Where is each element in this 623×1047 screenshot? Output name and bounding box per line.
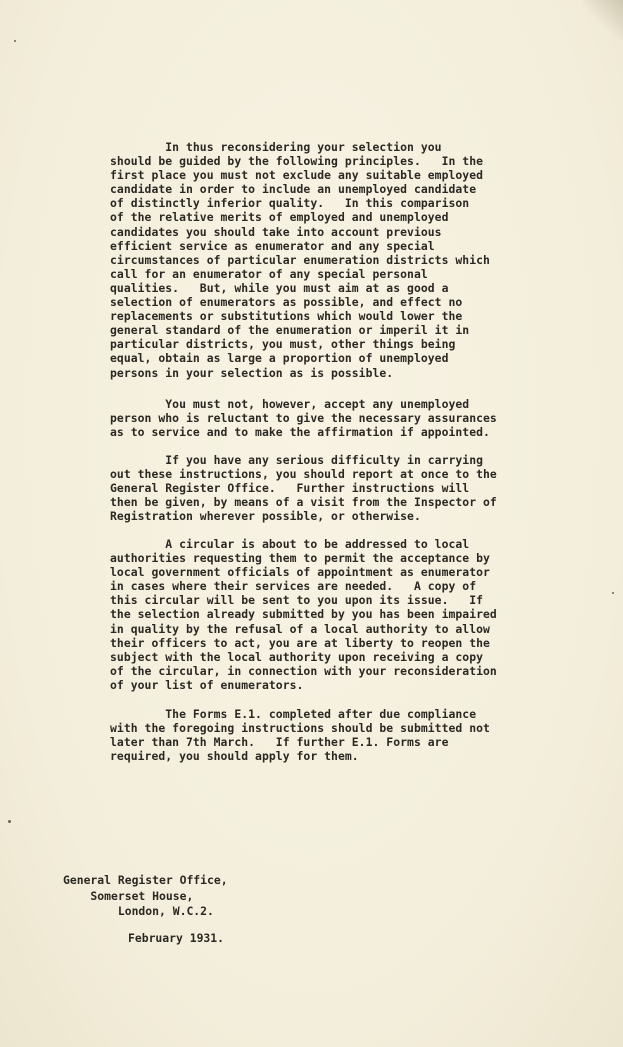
paragraph-serious-difficulty: If you have any serious difficulty in carrying out these instructions, you should report at once to the General Register Office. Further instructions will then be given, by means of a visit from the Inspector of Registration wherever possible, or otherwise. [110,453,497,524]
paper-speck [14,40,16,42]
paragraph-reluctant-persons: You must not, however, accept any unemployed person who is reluctant to give the necessary assurances as to service and to make the affirmation if appointed. [110,397,497,440]
paragraph-selection-principles: In thus reconsidering your selection you should be guided by the following principles. In the first place you must not exclude any suitable employed candidate in order to include an unemployed candidate of distinctly inferior quality. In this comparison of the relative merits of employed and unemployed candidates you should take into account previous efficient service as enumerator and any special circumstances of particular enumeration districts which call for an enumerator of any special personal qualities. But, while you must aim at as good a selection of enumerators as possible, and effect no replacements or substitutions which would lower the general standard of the enumeration or imperil it in particular districts, you must, other things being equal, obtain as large a proportion of unemployed persons in your selection as is possible. [110,140,490,380]
document-date: February 1931. [128,931,225,945]
paragraph-circular: A circular is about to be addressed to local authorities requesting them to permit the acceptance by local government officials of appointment as enumerator in cases where their services are needed. A copy of this circular will be sent to you upon its issue. If the selection already submitted by you has been impaired in quality by the refusal of a local authority to allow their officers to act, you are at liberty to reopen the subject with the local authority upon receiving a copy of the circular, in connection with your reconsideration of your list of enumerators. [110,537,497,692]
paragraph-forms-e1: The Forms E.1. completed after due compliance with the foregoing instructions should be submitted not later than 7th March. If further E.1. Forms are required, you should apply for them. [110,707,490,764]
page-corner-shadow [583,0,623,40]
paper-speck [612,592,614,594]
paper-speck [8,820,11,823]
sender-address: General Register Office, Somerset House, London, W.C.2. [63,873,228,918]
